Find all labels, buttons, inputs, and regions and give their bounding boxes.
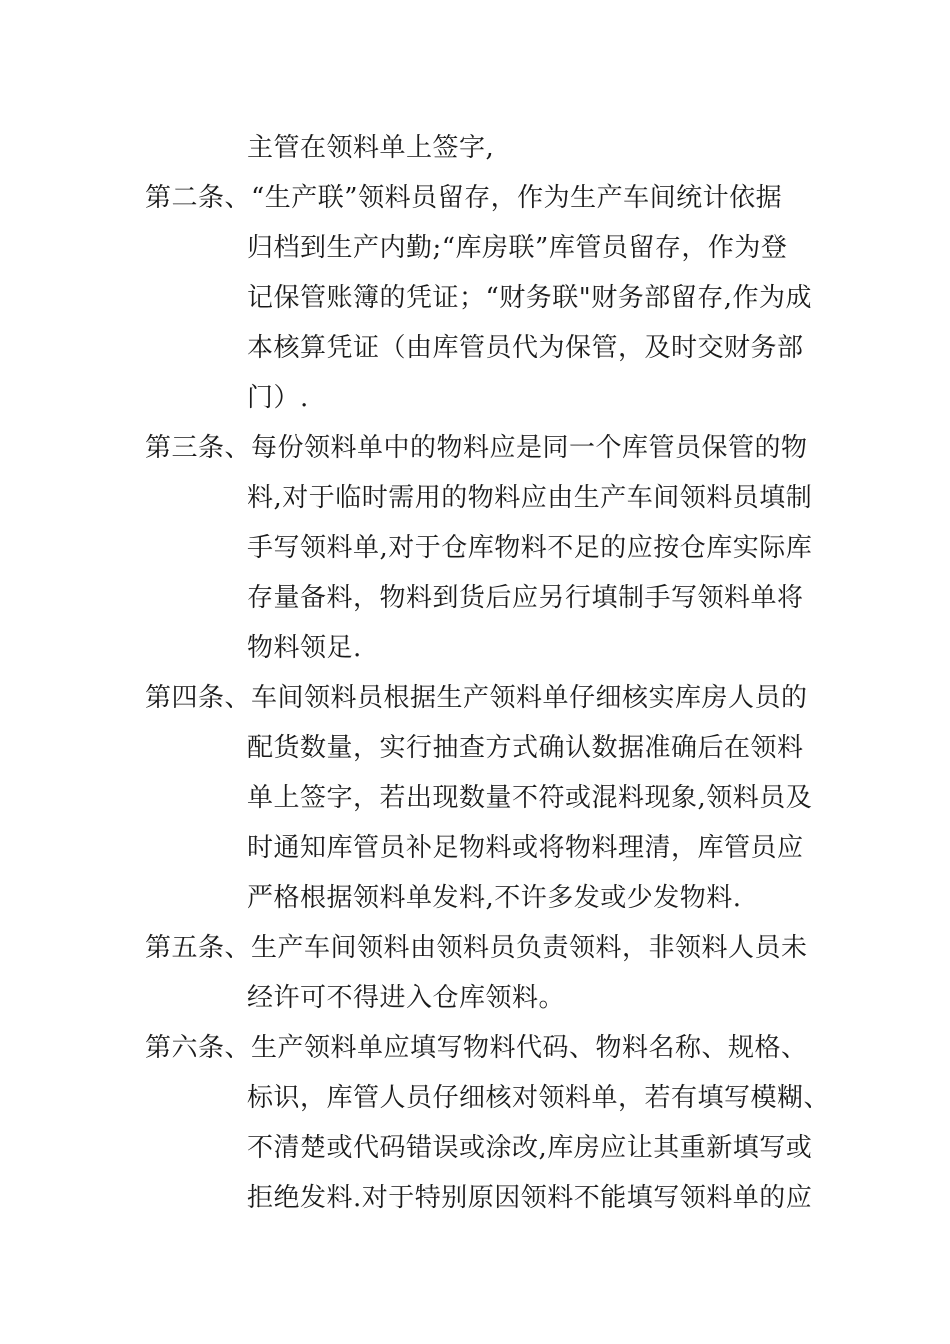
text-line: 手写领料单,对于仓库物料不足的应按仓库实际库 — [247, 533, 813, 563]
text-line: 记保管账簿的凭证；“财务联"财务部留存,作为成 — [247, 283, 813, 313]
article-2-heading-line: 第二条、“生产联”领料员留存，作为生产车间统计依据 — [145, 183, 783, 213]
text-line: 单上签字，若出现数量不符或混料现象,领料员及 — [247, 783, 813, 813]
text-line: 时通知库管员补足物料或将物料理清，库管员应 — [247, 833, 804, 863]
article-4-heading-line: 第四条、车间领料员根据生产领料单仔细核实库房人员的 — [145, 683, 808, 713]
text-line: 门）. — [247, 383, 309, 413]
text-line: 配货数量，实行抽查方式确认数据准确后在领料 — [247, 733, 804, 763]
article-3-heading-line: 第三条、每份领料单中的物料应是同一个库管员保管的物 — [145, 433, 808, 463]
text-line: 主管在领料单上签字, — [247, 133, 495, 163]
text-line: 经许可不得进入仓库领料。 — [247, 983, 566, 1013]
text-line: 物料领足. — [247, 633, 362, 663]
article-5-heading-line: 第五条、生产车间领料由领料员负责领料，非领料人员未 — [145, 933, 808, 963]
text-line: 归档到生产内勤;“库房联”库管员留存，作为登 — [247, 233, 788, 263]
text-line: 本核算凭证（由库管员代为保管，及时交财务部 — [247, 333, 804, 363]
article-6-heading-line: 第六条、生产领料单应填写物料代码、物料名称、规格、 — [145, 1033, 808, 1063]
text-line: 拒绝发料.对于特别原因领料不能填写领料单的应 — [247, 1183, 813, 1213]
text-line: 料,对于临时需用的物料应由生产车间领料员填制 — [247, 483, 813, 513]
text-line: 不清楚或代码错误或涂改,库房应让其重新填写或 — [247, 1133, 813, 1163]
text-line: 严格根据领料单发料,不许多发或少发物料. — [247, 883, 742, 913]
text-line: 标识，库管人员仔细核对领料单，若有填写模糊、 — [247, 1083, 831, 1113]
text-line: 存量备料，物料到货后应另行填制手写领料单将 — [247, 583, 804, 613]
